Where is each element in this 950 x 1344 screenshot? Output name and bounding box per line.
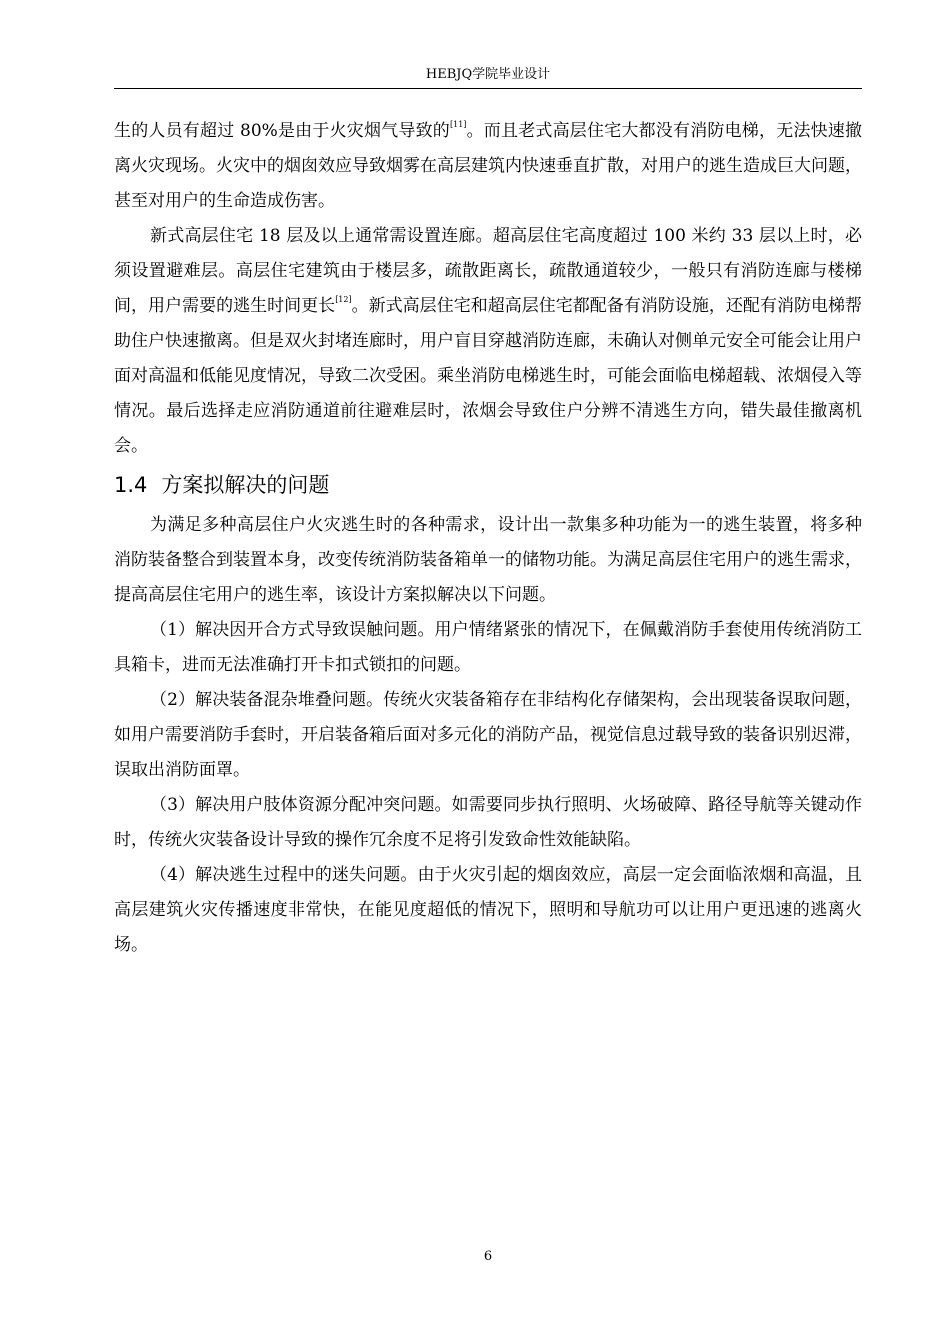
running-header: HEBJQ学院毕业设计 (425, 67, 551, 82)
paragraph-item-3: （3）解决用户肢体资源分配冲突问题。如需要同步执行照明、火场破障、路径导航等关键动作时，传统火灾装备设计导致的操作冗余度不足将引发致命性效能缺陷。 (114, 795, 862, 850)
citation-11[interactable]: [11] (449, 120, 467, 129)
paragraph-2-text-a: 新式高层住宅 18 层及以上通常需设置连廊。超高层住宅高度超过 100 米约 33 层以上时，必须设置避难层。高层住宅建筑由于楼层多，疏散距离长，疏散通道较少，一般只有消防连廊与楼梯间，用户需要的逃生时间更长 (114, 226, 862, 316)
document-body (114, 114, 862, 963)
section-title: 方案拟解决的问题 (161, 473, 330, 497)
paragraph-1 (114, 114, 862, 219)
citation-12[interactable]: [12] (335, 295, 352, 304)
paragraph-1-text-a: 生的人员有超过 80%是由于火灾烟气导致的 (114, 121, 450, 141)
page-number: 6 (483, 1249, 493, 1264)
paragraph-item-4: （4）解决逃生过程中的迷失问题。由于火灾引起的烟囱效应，高层一定会面临浓烟和高温，且高层建筑火灾传播速度非常快，在能见度超低的情况下，照明和导航功可以让用户更迅速的逃离火场。 (114, 865, 862, 955)
header-rule (114, 88, 862, 89)
paragraph-2 (114, 219, 862, 464)
paragraph-item-1: （1）解决因开合方式导致误触问题。用户情绪紧张的情况下，在佩戴消防手套使用传统消防工具箱卡，进而无法准确打开卡扣式锁扣的问题。 (114, 620, 862, 675)
paragraph-1-text-b: 。而且老式高层住宅大都没有消防电梯，无法快速撤离火灾现场。火灾中的烟囱效应导致烟雾在高层建筑内快速垂直扩散，对用户的逃生造成巨大问题，甚至对用户的生命造成伤害。 (114, 121, 862, 211)
paragraph-2-text-b: 。新式高层住宅和超高层住宅都配备有消防设施，还配有消防电梯帮助住户快速撤离。但是双火封堵连廊时，用户盲目穿越消防连廊，未确认对侧单元安全可能会让用户面对高温和低能见度情况，导致二次受困。乘坐消防电梯逃生时，可能会面临电梯超载、浓烟侵入等情况。最后选择走应消防通道前往避难层时，浓烟会导致住户分辨不清逃生方向，错失最佳撤离机会。 (114, 296, 863, 456)
paragraph-3: 为满足多种高层住户火灾逃生时的各种需求，设计出一款集多种功能为一的逃生装置，将多种消防装备整合到装置本身，改变传统消防装备箱单一的储物功能。为满足高层住宅用户的逃生需求，提高高层住宅用户的逃生率，该设计方案拟解决以下问题。 (114, 515, 862, 605)
section-heading (114, 466, 862, 504)
section-number: 1.4 (114, 473, 148, 497)
paragraph-item-2: （2）解决装备混杂堆叠问题。传统火灾装备箱存在非结构化存储架构，会出现装备误取问题，如用户需要消防手套时，开启装备箱后面对多元化的消防产品，视觉信息过载导致的装备识别迟滞，误取出消防面罩。 (114, 690, 862, 780)
